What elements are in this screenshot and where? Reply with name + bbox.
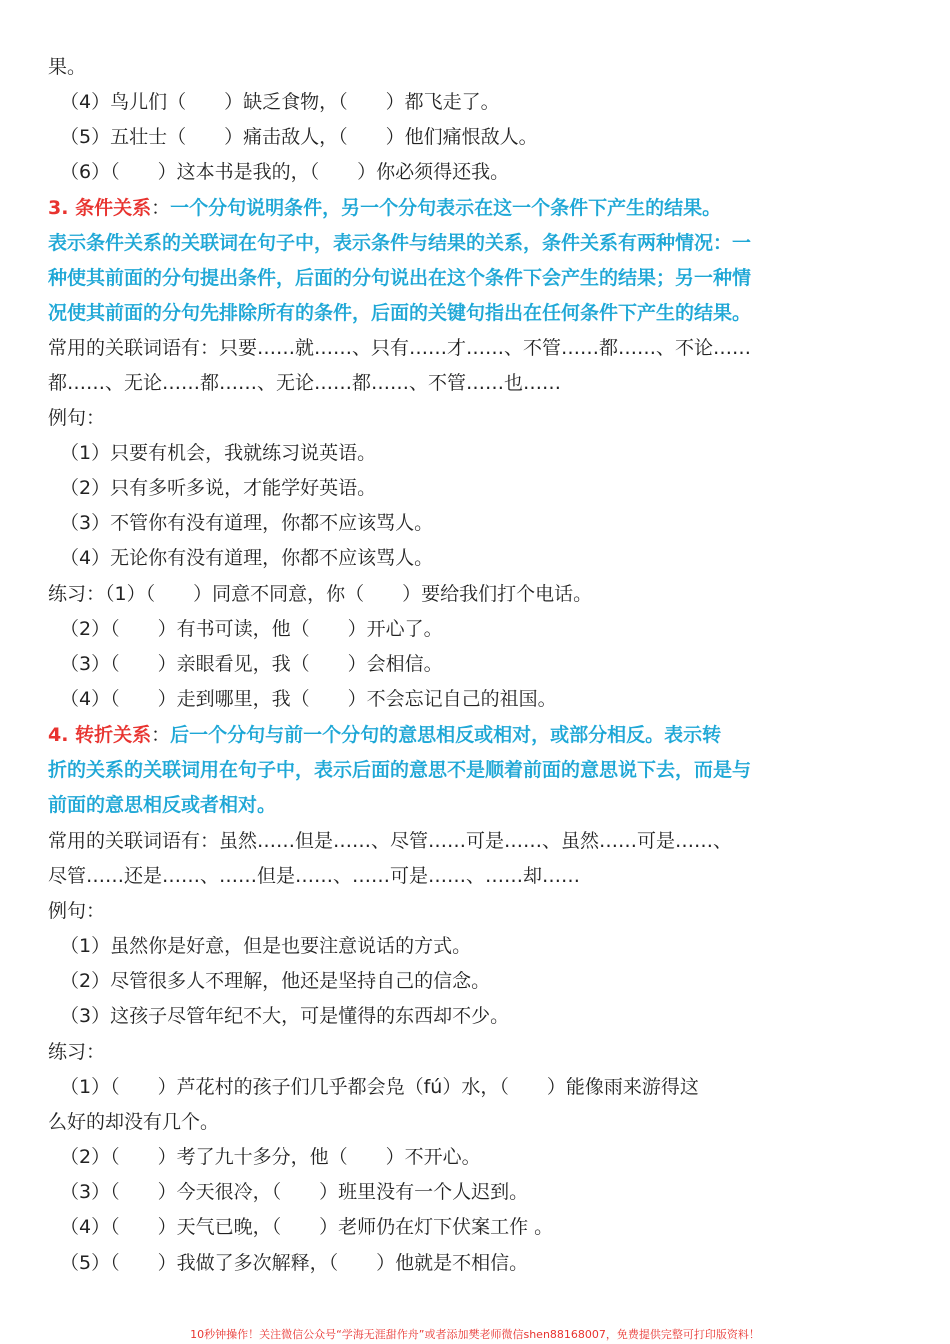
definition-line: 前面的意思相反或者相对。 (48, 794, 277, 816)
practice-item: （2）（ ）考了九十多分，他（ ）不开心。 (60, 1146, 481, 1168)
example-item: （4）无论你有没有道理，你都不应该骂人。 (60, 547, 434, 569)
common-words-line: 尽管……还是……、……但是……、……可是……、……却…… (48, 865, 581, 887)
example-item: （2）只有多听多说，才能学好英语。 (60, 477, 377, 499)
definition-line: 折的关系的关联词用在句子中，表示后面的意思不是顺着前面的意思说下去，而是与 (48, 759, 752, 781)
section-title: 条件关系 (75, 197, 152, 219)
section-title: 转折关系 (75, 724, 152, 746)
colon: ： (151, 724, 171, 746)
practice-item: （3）（ ）今天很冷，（ ）班里没有一个人迟到。 (60, 1181, 529, 1203)
section-number: 4. (48, 724, 76, 746)
practice-item: （1）（ ）芦花村的孩子们几乎都会凫（fú）水，（ ）能像雨来游得这 (60, 1076, 699, 1098)
footer-notice: 10秒钟操作！关注微信公众号“学海无涯甜作舟”或者添加樊老师微信shen88168007，免费提供完整可打印版资料！ (190, 1328, 760, 1341)
section-4-heading (48, 718, 908, 753)
common-words-line: 常用的关联词语有：虽然……但是……、尽管……可是……、虽然……可是……、 (48, 830, 733, 852)
example-item: （1）只要有机会，我就练习说英语。 (60, 442, 377, 464)
practice-item: （3）（ ）亲眼看见，我（ ）会相信。 (60, 653, 443, 675)
colon: ： (151, 197, 171, 219)
definition-line: 表示条件关系的关联词在句子中，表示条件与结果的关系，条件关系有两种情况：一 (48, 232, 752, 254)
example-item: （3）不管你有没有道理，你都不应该骂人。 (60, 512, 434, 534)
practice-item: （6）（ ）这本书是我的，（ ）你必须得还我。 (60, 161, 510, 183)
common-words-line: 都……、无论……都……、无论……都……、不管……也…… (48, 372, 562, 394)
section-number: 3. (48, 197, 76, 219)
text-line: 果。 (48, 56, 87, 78)
example-label: 例句： (48, 900, 106, 922)
practice-label: 练习： (48, 1041, 106, 1063)
section-3-heading (48, 191, 908, 226)
section-definition: 一个分句说明条件，另一个分句表示在这一个条件下产生的结果。 (170, 197, 722, 219)
example-label: 例句： (48, 407, 106, 429)
practice-item: （4）（ ）走到哪里，我（ ）不会忘记自己的祖国。 (60, 688, 557, 710)
definition-line: 种使其前面的分句提出条件，后面的分句说出在这个条件下会产生的结果；另一种情 (48, 267, 752, 289)
practice-item: 练习：（1）（ ）同意不同意，你（ ）要给我们打个电话。 (48, 583, 593, 605)
practice-item: （5）五壮士（ ）痛击敌人，（ ）他们痛恨敌人。 (60, 126, 538, 148)
practice-item: （5）（ ）我做了多次解释，（ ）他就是不相信。 (60, 1252, 529, 1274)
example-item: （2）尽管很多人不理解，他还是坚持自己的信念。 (60, 970, 491, 992)
practice-item: （4）鸟儿们（ ）缺乏食物，（ ）都飞走了。 (60, 91, 500, 113)
practice-item: （2）（ ）有书可读，他（ ）开心了。 (60, 618, 443, 640)
common-words-line: 常用的关联词语有：只要……就……、只有……才……、不管……都……、不论…… (48, 337, 752, 359)
example-item: （1）虽然你是好意，但是也要注意说话的方式。 (60, 935, 472, 957)
section-definition: 后一个分句与前一个分句的意思相反或相对，或部分相反。表示转 (170, 724, 722, 746)
definition-line: 况使其前面的分句先排除所有的条件，后面的关键句指出在任何条件下产生的结果。 (48, 302, 752, 324)
practice-item: （4）（ ）天气已晚，（ ）老师仍在灯下伏案工作 。 (60, 1216, 554, 1238)
example-item: （3）这孩子尽管年纪不大，可是懂得的东西却不少。 (60, 1005, 510, 1027)
practice-item-continued: 么好的却没有几个。 (48, 1111, 220, 1133)
